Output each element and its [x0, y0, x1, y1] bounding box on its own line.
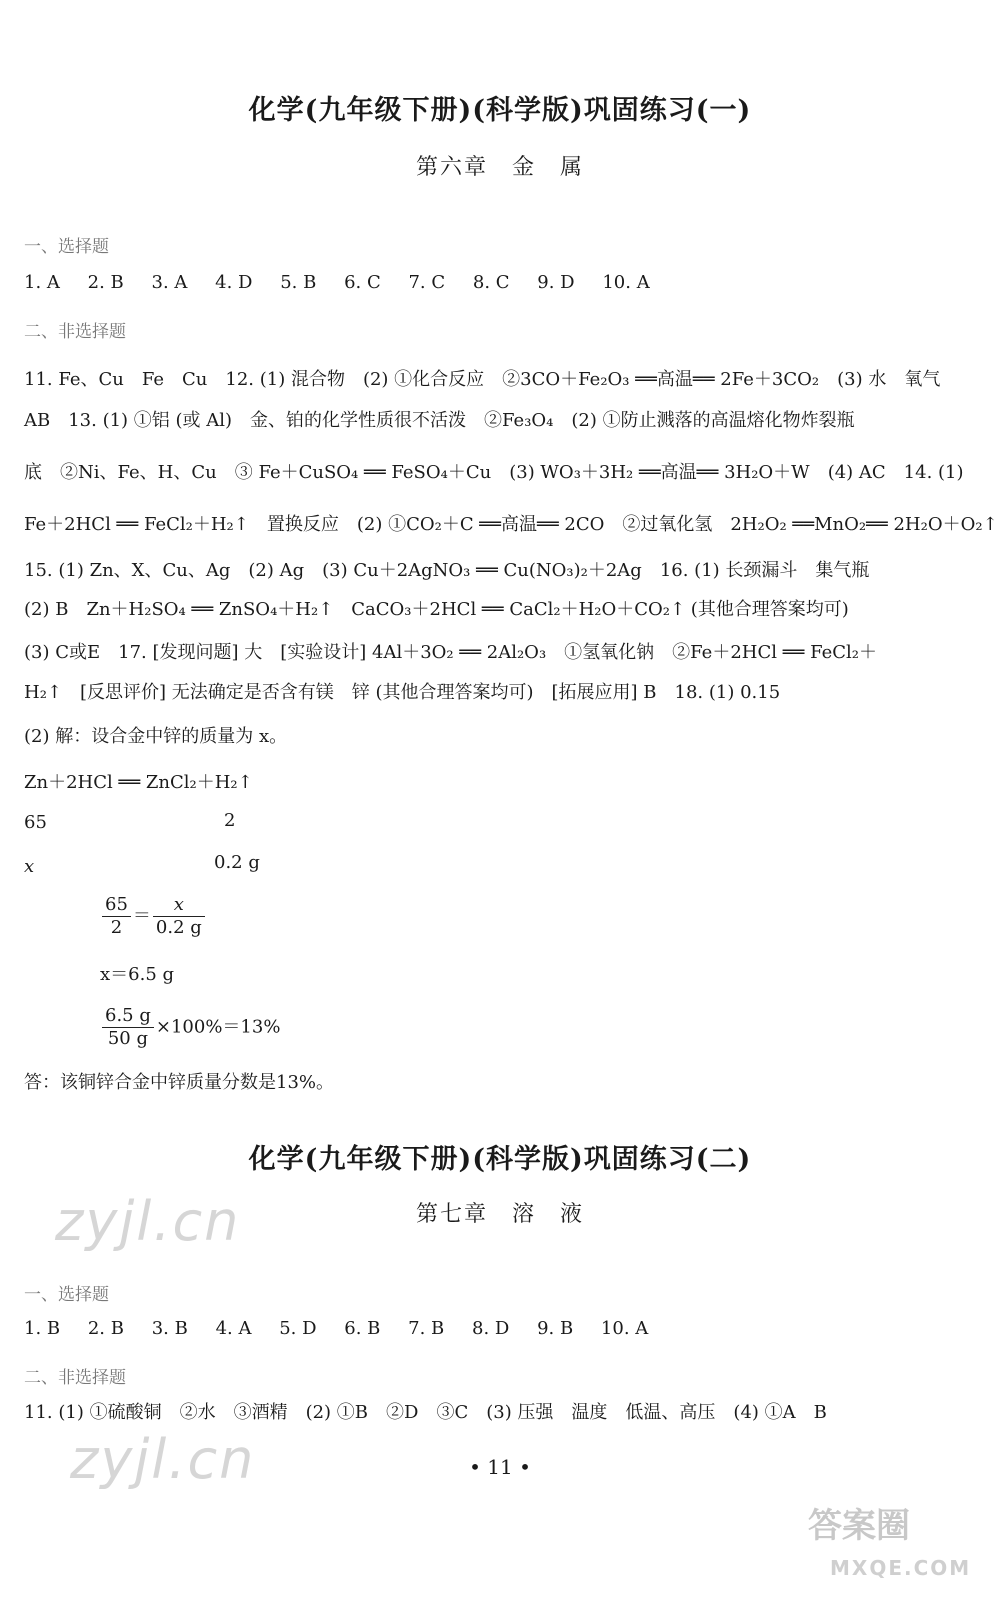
mcq-answers-1: [24, 270, 984, 296]
answer-line: 11. (1) ①硫酸铜 ②水 ③酒精 (2) ①B ②D ③C (3) 压强 温度 低温、高压 (4) ①A B: [24, 1402, 827, 1423]
mcq-answer: 1. B: [24, 1318, 61, 1339]
mcq-answer: 8. C: [472, 272, 510, 293]
exercise-title-1: 化学(九年级下册)(科学版)巩固练习(一): [248, 95, 752, 126]
watermark: MXQE.COM: [830, 1556, 972, 1580]
watermark: zyjl.cn: [70, 1428, 256, 1491]
chapter-heading-2: 第七章 溶 液: [415, 1202, 584, 1227]
molar-mass-h2: 2: [224, 810, 236, 831]
mcq-answer: 5. B: [280, 272, 317, 293]
x-result: x＝6.5 g: [100, 964, 175, 985]
fraction-numerator: x: [153, 894, 205, 917]
answer-line: 11. Fe、Cu Fe Cu 12. (1) 混合物 (2) ①化合反应 ②3CO＋Fe₂O₃ ══高温══ 2Fe＋3CO₂ (3) 水 氧气: [24, 369, 941, 390]
equals-sign: ＝: [132, 905, 151, 927]
answer-line: (2) B Zn＋H₂SO₄ ══ ZnSO₄＋H₂↑ CaCO₃＋2HCl ══ CaCl₂＋H₂O＋CO₂↑ (其他合理答案均可): [24, 599, 849, 620]
mcq-answer: 2. B: [87, 1318, 124, 1339]
page-number: • 11 •: [469, 1455, 531, 1479]
mcq-answer: 6. C: [344, 272, 381, 293]
mcq-answer: 10. A: [600, 1318, 649, 1339]
molar-mass-zn: 65: [24, 812, 47, 833]
fraction-numerator: 65: [102, 894, 131, 917]
mcq-answer: 3. A: [151, 272, 188, 293]
section-label-choice-1: 一、选择题: [24, 237, 109, 257]
mcq-answer: 8. D: [472, 1318, 510, 1339]
mass-h2: 0.2 g: [214, 852, 260, 873]
mcq-answer: 7. C: [408, 272, 446, 293]
watermark: zyjl.cn: [55, 1190, 241, 1253]
section-label-nonchoice-1: 二、非选择题: [24, 322, 126, 342]
mcq-answer: 10. A: [602, 272, 650, 293]
fraction-denominator: 0.2 g: [155, 917, 202, 938]
mcq-answer: 5. D: [279, 1318, 317, 1339]
mcq-answer: 3. B: [151, 1318, 188, 1339]
fraction: [153, 894, 205, 939]
fraction-denominator: 2: [110, 917, 123, 938]
fraction-denominator: 50 g: [107, 1028, 149, 1049]
percentage-calc: [100, 1005, 280, 1050]
answer-line: (3) C或E 17. [发现问题] 大 [实验设计] 4Al＋3O₂ ══ 2Al₂O₃ ①氢氧化钠 ②Fe＋2HCl ══ FeCl₂＋: [24, 642, 878, 663]
answer-line: AB 13. (1) ①铝 (或 Al) 金、铂的化学性质很不活泼 ②Fe₃O₄ (2) ①防止溅落的高温熔化物炸裂瓶: [24, 410, 855, 431]
section-label-nonchoice-2: 二、非选择题: [24, 1368, 126, 1388]
mcq-answer: 9. B: [537, 1318, 574, 1339]
unknown-x: x: [24, 856, 35, 877]
answer-line: H₂↑ [反思评价] 无法确定是否含有镁 锌 (其他合理答案均可) [拓展应用] B 18. (1) 0.15: [24, 682, 781, 703]
answer-line: 15. (1) Zn、X、Cu、Ag (2) Ag (3) Cu＋2AgNO₃ ══ Cu(NO₃)₂＋2Ag 16. (1) 长颈漏斗 集气瓶: [24, 560, 870, 581]
mcq-answer: 9. D: [537, 272, 575, 293]
mcq-answer: 1. A: [24, 272, 60, 293]
answer-line: Fe＋2HCl ══ FeCl₂＋H₂↑ 置换反应 (2) ①CO₂＋C ══高温══ 2CO ②过氧化氢 2H₂O₂ ══MnO₂══ 2H₂O＋O₂↑: [24, 514, 998, 535]
chapter-heading-1: 第六章 金 属: [415, 155, 584, 180]
fraction-numerator: 6.5 g: [102, 1005, 154, 1028]
mcq-answer: 7. B: [408, 1318, 445, 1339]
mcq-answer: 2. B: [87, 272, 124, 293]
mcq-answer: 6. B: [344, 1318, 381, 1339]
fraction: [102, 1005, 154, 1050]
mcq-answer: 4. D: [215, 272, 253, 293]
final-answer: 答：该铜锌合金中锌质量分数是13%。: [24, 1072, 335, 1093]
percentage-result: ×100%＝13%: [155, 1016, 281, 1038]
watermark: 答案圈: [808, 1506, 910, 1546]
solution-intro: (2) 解：设合金中锌的质量为 x。: [24, 726, 288, 747]
section-label-choice-2: 一、选择题: [24, 1285, 109, 1305]
exercise-title-2: 化学(九年级下册)(科学版)巩固练习(二): [248, 1144, 752, 1175]
reaction-equation: Zn＋2HCl ══ ZnCl₂＋H₂↑: [24, 772, 253, 793]
mcq-answer: 4. A: [215, 1318, 252, 1339]
proportion-equation: [100, 894, 207, 939]
answer-line: 底 ②Ni、Fe、H、Cu ③ Fe＋CuSO₄ ══ FeSO₄＋Cu (3) WO₃＋3H₂ ══高温══ 3H₂O＋W (4) AC 14. (1): [24, 462, 964, 483]
fraction: [102, 894, 131, 939]
mcq-answers-2: [24, 1316, 984, 1342]
